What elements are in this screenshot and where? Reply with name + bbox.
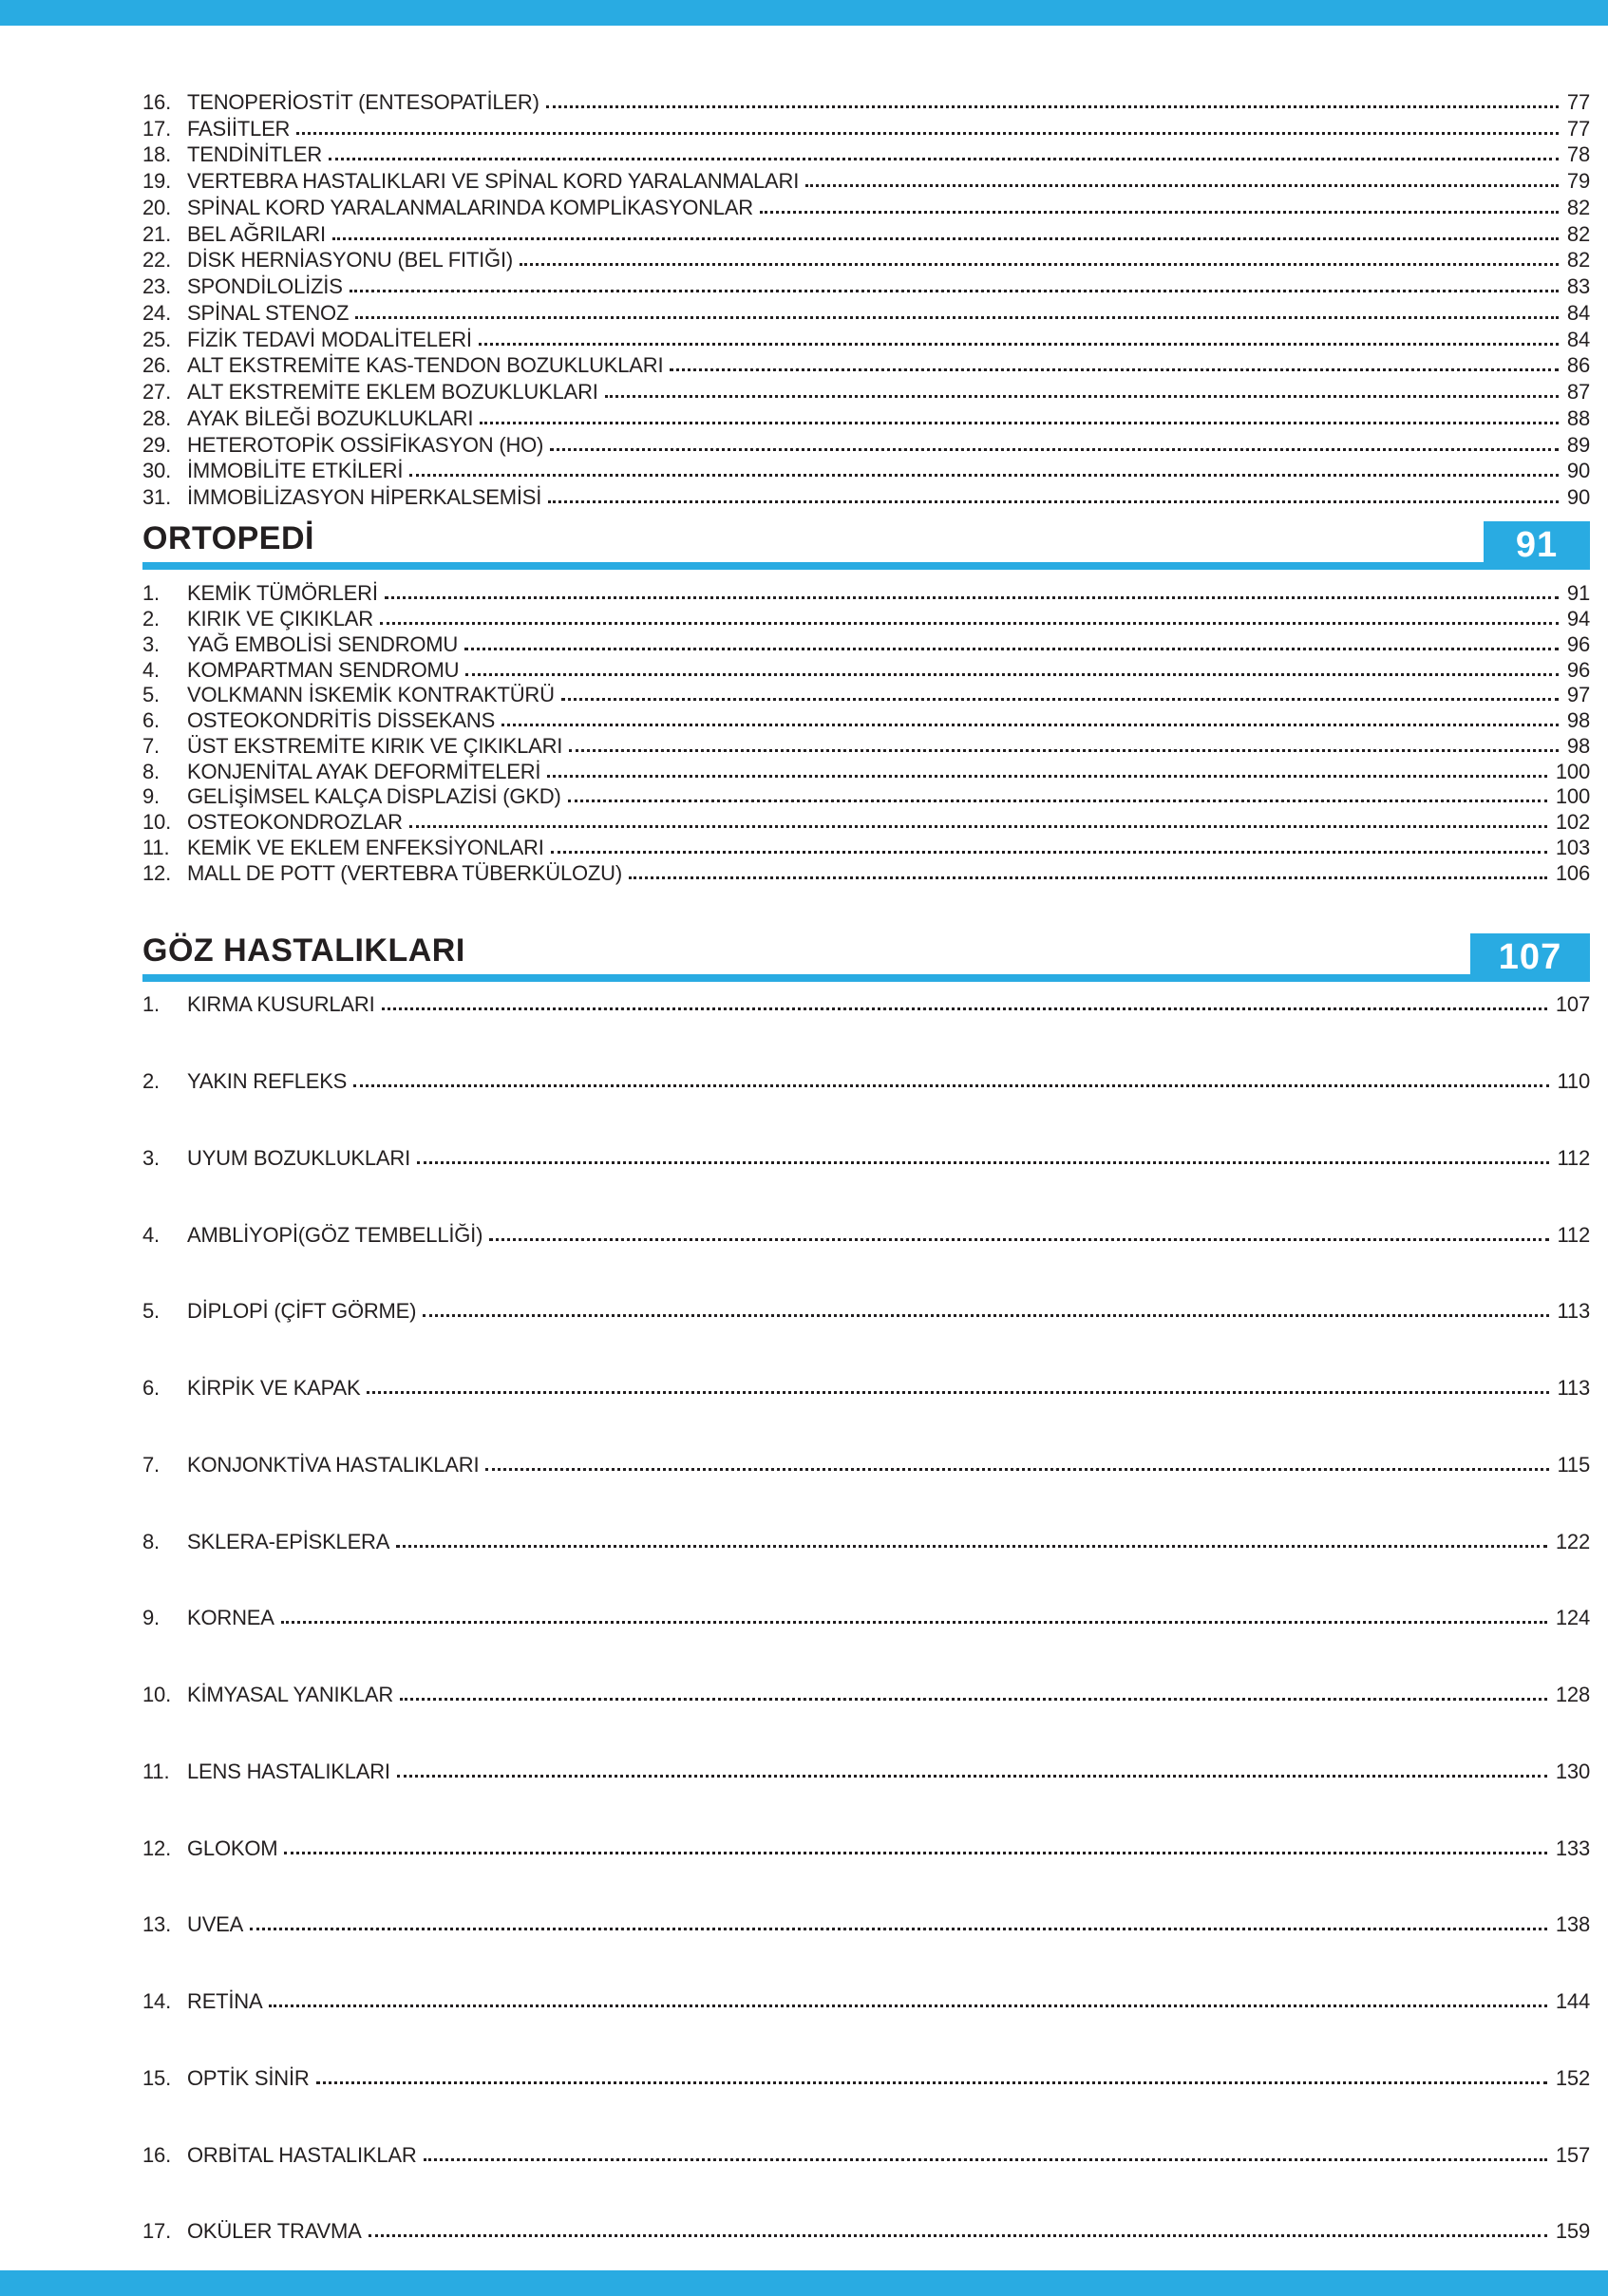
item-number: 20.	[142, 195, 171, 219]
item-page: 84	[1566, 327, 1590, 351]
item-number: 19.	[142, 169, 171, 194]
item-page: 83	[1566, 274, 1590, 299]
item-page: 94	[1566, 607, 1590, 631]
item-page: 98	[1566, 733, 1590, 758]
section-page-badge: 91	[1484, 521, 1590, 570]
dot-leader	[380, 604, 1559, 625]
item-page: 103	[1555, 835, 1590, 859]
item-page: 133	[1555, 1835, 1590, 1860]
dot-leader	[501, 706, 1559, 726]
item-page: 100	[1555, 784, 1590, 809]
toc-row	[142, 484, 1590, 511]
dot-leader	[350, 272, 1559, 292]
dot-leader	[284, 1834, 1547, 1854]
toc-row	[142, 1734, 1590, 1811]
item-page: 102	[1555, 810, 1590, 835]
item-label: ALT EKSTREMİTE KAS-TENDON BOZUKLUKLARI	[187, 353, 664, 378]
toc-row	[142, 860, 1590, 886]
section-title-goz-hastaliklari: GÖZ HASTALIKLARI	[142, 932, 465, 969]
toc-row	[142, 1657, 1590, 1734]
item-label: KOMPARTMAN SENDROMU	[187, 657, 460, 682]
item-number: 29.	[142, 432, 171, 457]
item-label: VOLKMANN İSKEMİK KONTRAKTÜRÜ	[187, 683, 555, 707]
item-page: 124	[1555, 1606, 1590, 1630]
item-page: 96	[1566, 631, 1590, 656]
dot-leader	[465, 655, 1559, 676]
toc-row	[142, 1427, 1590, 1504]
dot-leader	[485, 1450, 1548, 1471]
item-page: 96	[1566, 657, 1590, 682]
toc-row	[142, 248, 1590, 274]
toc-row	[142, 116, 1590, 142]
item-label: KIRMA KUSURLARI	[187, 992, 375, 1017]
toc-continued-list	[142, 89, 1590, 511]
item-number: 24.	[142, 300, 171, 325]
item-label: GLOKOM	[187, 1835, 278, 1860]
item-number: 18.	[142, 142, 171, 167]
toc-row	[142, 632, 1590, 658]
dot-leader	[329, 140, 1559, 160]
item-label: OKÜLER TRAVMA	[187, 2219, 362, 2244]
toc-row	[142, 1350, 1590, 1427]
item-number: 23.	[142, 274, 171, 299]
dot-leader	[551, 833, 1547, 854]
item-number: 13.	[142, 1912, 171, 1937]
item-label: KORNEA	[187, 1606, 274, 1630]
item-number: 22.	[142, 248, 171, 273]
item-page: 87	[1566, 380, 1590, 405]
item-label: KEMİK VE EKLEM ENFEKSİYONLARI	[187, 835, 544, 859]
item-number: 10.	[142, 1683, 171, 1707]
dot-leader	[548, 482, 1559, 503]
toc-row	[142, 300, 1590, 327]
item-number: 6.	[142, 1376, 160, 1401]
item-number: 8.	[142, 1529, 160, 1553]
item-page: 157	[1555, 2142, 1590, 2167]
toc-row	[142, 657, 1590, 683]
item-label: HETEROTOPİK OSSİFİKASYON (HO)	[187, 432, 544, 457]
dot-leader	[547, 757, 1547, 778]
item-page: 79	[1566, 169, 1590, 194]
item-page: 152	[1555, 2065, 1590, 2090]
item-label: TENOPERİOSTİT (ENTESOPATİLER)	[187, 89, 539, 114]
toc-row	[142, 327, 1590, 353]
item-number: 5.	[142, 1299, 160, 1324]
item-number: 3.	[142, 631, 160, 656]
item-page: 112	[1557, 1222, 1590, 1247]
toc-row	[142, 1503, 1590, 1580]
item-label: ORBİTAL HASTALIKLAR	[187, 2142, 417, 2167]
toc-row	[142, 379, 1590, 405]
item-number: 7.	[142, 733, 160, 758]
toc-row	[142, 581, 1590, 607]
dot-leader	[569, 731, 1559, 752]
item-page: 89	[1566, 432, 1590, 457]
item-number: 11.	[142, 1759, 170, 1783]
dot-leader	[805, 166, 1559, 187]
item-number: 27.	[142, 380, 171, 405]
item-label: DİPLOPİ (ÇİFT GÖRME)	[187, 1299, 417, 1324]
item-label: KİRPİK VE KAPAK	[187, 1376, 361, 1401]
item-label: SPİNAL KORD YARALANMALARINDA KOMPLİKASYONLAR	[187, 195, 753, 219]
dot-leader	[332, 219, 1559, 240]
toc-row	[142, 1044, 1590, 1120]
toc-row	[142, 142, 1590, 169]
item-page: 82	[1566, 248, 1590, 273]
toc-row	[142, 89, 1590, 116]
item-label: DİSK HERNİASYONU (BEL FITIĞI)	[187, 248, 513, 273]
item-page: 144	[1555, 1989, 1590, 2014]
item-page: 112	[1557, 1145, 1590, 1170]
toc-list-ortopedi	[142, 581, 1590, 886]
item-page: 88	[1566, 405, 1590, 430]
item-page: 82	[1566, 221, 1590, 246]
item-number: 4.	[142, 657, 160, 682]
item-page: 159	[1555, 2219, 1590, 2244]
toc-row	[142, 1120, 1590, 1197]
dot-leader	[367, 1373, 1548, 1394]
item-number: 6.	[142, 708, 160, 733]
toc-row	[142, 221, 1590, 248]
item-number: 17.	[142, 116, 171, 141]
bottom-accent-bar	[0, 2270, 1608, 2296]
dot-leader	[296, 114, 1559, 135]
dot-leader	[629, 858, 1547, 879]
item-number: 7.	[142, 1452, 160, 1477]
dot-leader	[479, 325, 1559, 346]
toc-row	[142, 195, 1590, 221]
item-page: 90	[1566, 485, 1590, 510]
item-label: ALT EKSTREMİTE EKLEM BOZUKLUKLARI	[187, 380, 598, 405]
item-label: AYAK BİLEĞİ BOZUKLUKLARI	[187, 405, 474, 430]
dot-leader	[464, 630, 1559, 650]
item-page: 98	[1566, 708, 1590, 733]
item-label: KONJENİTAL AYAK DEFORMİTELERİ	[187, 759, 541, 783]
item-number: 10.	[142, 810, 171, 835]
dot-leader	[281, 1603, 1547, 1624]
dot-leader	[550, 430, 1559, 451]
toc-row	[142, 1964, 1590, 2041]
toc-row	[142, 432, 1590, 459]
item-number: 11.	[142, 835, 170, 859]
item-number: 2.	[142, 607, 160, 631]
toc-row	[142, 353, 1590, 380]
dot-leader	[382, 989, 1547, 1010]
item-page: 90	[1566, 459, 1590, 483]
item-label: OPTİK SİNİR	[187, 2065, 310, 2090]
item-page: 113	[1557, 1299, 1590, 1324]
toc-row	[142, 1196, 1590, 1273]
dot-leader	[480, 404, 1559, 424]
item-number: 15.	[142, 2065, 171, 2090]
item-number: 12.	[142, 1835, 171, 1860]
toc-row	[142, 967, 1590, 1044]
dot-leader	[568, 781, 1547, 802]
item-label: VERTEBRA HASTALIKLARI VE SPİNAL KORD YARALANMALARI	[187, 169, 800, 194]
dot-leader	[385, 578, 1559, 599]
item-page: 122	[1555, 1529, 1590, 1553]
dot-leader	[409, 456, 1559, 477]
toc-row	[142, 683, 1590, 708]
item-label: OSTEOKONDROZLAR	[187, 810, 403, 835]
toc-row	[142, 1273, 1590, 1350]
dot-leader	[561, 680, 1559, 701]
item-number: 25.	[142, 327, 171, 351]
item-number: 5.	[142, 683, 160, 707]
section-page-badge: 107	[1470, 933, 1590, 982]
item-page: 91	[1566, 581, 1590, 606]
toc-row	[142, 759, 1590, 784]
item-number: 26.	[142, 353, 171, 378]
item-label: FASİİTLER	[187, 116, 291, 141]
dot-leader	[369, 2216, 1547, 2237]
item-label: KEMİK TÜMÖRLERİ	[187, 581, 378, 606]
item-label: OSTEOKONDRİTİS DİSSEKANS	[187, 708, 496, 733]
item-page: 78	[1566, 142, 1590, 167]
item-label: ÜST EKSTREMİTE KIRIK VE ÇIKIKLARI	[187, 733, 563, 758]
item-label: FİZİK TEDAVİ MODALİTELERİ	[187, 327, 472, 351]
item-number: 4.	[142, 1222, 160, 1247]
toc-row	[142, 2193, 1590, 2270]
dot-leader	[520, 245, 1559, 266]
dot-leader	[424, 2140, 1547, 2161]
dot-leader	[489, 1220, 1548, 1241]
item-page: 110	[1557, 1069, 1590, 1094]
item-label: GELİŞİMSEL KALÇA DİSPLAZİSİ (GKD)	[187, 784, 561, 809]
item-number: 3.	[142, 1145, 160, 1170]
toc-row	[142, 734, 1590, 760]
item-page: 128	[1555, 1683, 1590, 1707]
dot-leader	[269, 1986, 1546, 2007]
toc-row	[142, 2041, 1590, 2117]
dot-leader	[423, 1296, 1548, 1317]
item-label: UYUM BOZUKLUKLARI	[187, 1145, 410, 1170]
dot-leader	[400, 1680, 1547, 1701]
item-page: 84	[1566, 300, 1590, 325]
item-page: 106	[1555, 860, 1590, 885]
item-label: SPONDİLOLİZİS	[187, 274, 343, 299]
dot-leader	[250, 1910, 1547, 1930]
dot-leader	[605, 377, 1559, 398]
item-label: KIRIK VE ÇIKIKLAR	[187, 607, 373, 631]
item-number: 1.	[142, 992, 160, 1017]
item-label: TENDİNİTLER	[187, 142, 323, 167]
toc-row	[142, 405, 1590, 432]
item-page: 113	[1557, 1376, 1590, 1401]
item-number: 17.	[142, 2219, 171, 2244]
item-number: 28.	[142, 405, 171, 430]
item-page: 82	[1566, 195, 1590, 219]
item-number: 8.	[142, 759, 160, 783]
item-number: 1.	[142, 581, 160, 606]
top-accent-bar	[0, 0, 1608, 26]
toc-row	[142, 810, 1590, 836]
item-number: 2.	[142, 1069, 160, 1094]
item-label: MALL DE POTT (VERTEBRA TÜBERKÜLOZU)	[187, 860, 622, 885]
item-label: İMMOBİLİZASYON HİPERKALSEMİSİ	[187, 485, 542, 510]
toc-row	[142, 2117, 1590, 2193]
item-number: 30.	[142, 459, 171, 483]
toc-row	[142, 459, 1590, 485]
item-page: 97	[1566, 683, 1590, 707]
item-label: UVEA	[187, 1912, 244, 1937]
item-number: 14.	[142, 1989, 171, 2014]
item-page: 130	[1555, 1759, 1590, 1783]
dot-leader	[355, 298, 1559, 319]
section-rule	[142, 562, 1484, 570]
item-page: 107	[1555, 992, 1590, 1017]
item-label: KONJONKTİVA HASTALIKLARI	[187, 1452, 480, 1477]
item-number: 9.	[142, 1606, 160, 1630]
item-label: LENS HASTALIKLARI	[187, 1759, 390, 1783]
item-page: 77	[1566, 116, 1590, 141]
item-number: 16.	[142, 2142, 171, 2167]
dot-leader	[397, 1757, 1547, 1778]
item-label: RETİNA	[187, 1989, 263, 2014]
dot-leader	[760, 193, 1559, 214]
dot-leader	[670, 350, 1559, 371]
item-label: YAĞ EMBOLİSİ SENDROMU	[187, 631, 459, 656]
item-label: BEL AĞRILARI	[187, 221, 326, 246]
item-number: 16.	[142, 89, 171, 114]
dot-leader	[396, 1527, 1547, 1548]
item-label: AMBLİYOPİ(GÖZ TEMBELLİĞİ)	[187, 1222, 483, 1247]
item-label: YAKIN REFLEKS	[187, 1069, 348, 1094]
toc-row	[142, 273, 1590, 300]
dot-leader	[546, 87, 1559, 108]
section-title-ortopedi: ORTOPEDİ	[142, 520, 314, 556]
item-label: SPİNAL STENOZ	[187, 300, 350, 325]
dot-leader	[353, 1066, 1548, 1087]
item-page: 77	[1566, 89, 1590, 114]
item-label: SKLERA-EPİSKLERA	[187, 1529, 390, 1553]
item-number: 21.	[142, 221, 171, 246]
dot-leader	[316, 2063, 1547, 2084]
item-page: 115	[1557, 1452, 1590, 1477]
item-number: 31.	[142, 485, 171, 510]
toc-row	[142, 607, 1590, 632]
toc-row	[142, 836, 1590, 861]
item-page: 138	[1555, 1912, 1590, 1937]
toc-list-goz	[142, 967, 1590, 2270]
toc-row	[142, 168, 1590, 195]
item-label: KİMYASAL YANIKLAR	[187, 1683, 394, 1707]
item-number: 12.	[142, 860, 171, 885]
item-number: 9.	[142, 784, 160, 809]
toc-row	[142, 1887, 1590, 1964]
toc-row	[142, 1810, 1590, 1887]
toc-row	[142, 708, 1590, 734]
item-page: 86	[1566, 353, 1590, 378]
dot-leader	[417, 1143, 1549, 1164]
toc-row	[142, 784, 1590, 810]
item-label: İMMOBİLİTE ETKİLERİ	[187, 459, 404, 483]
item-page: 100	[1555, 759, 1590, 783]
toc-row	[142, 1580, 1590, 1657]
dot-leader	[409, 807, 1547, 828]
